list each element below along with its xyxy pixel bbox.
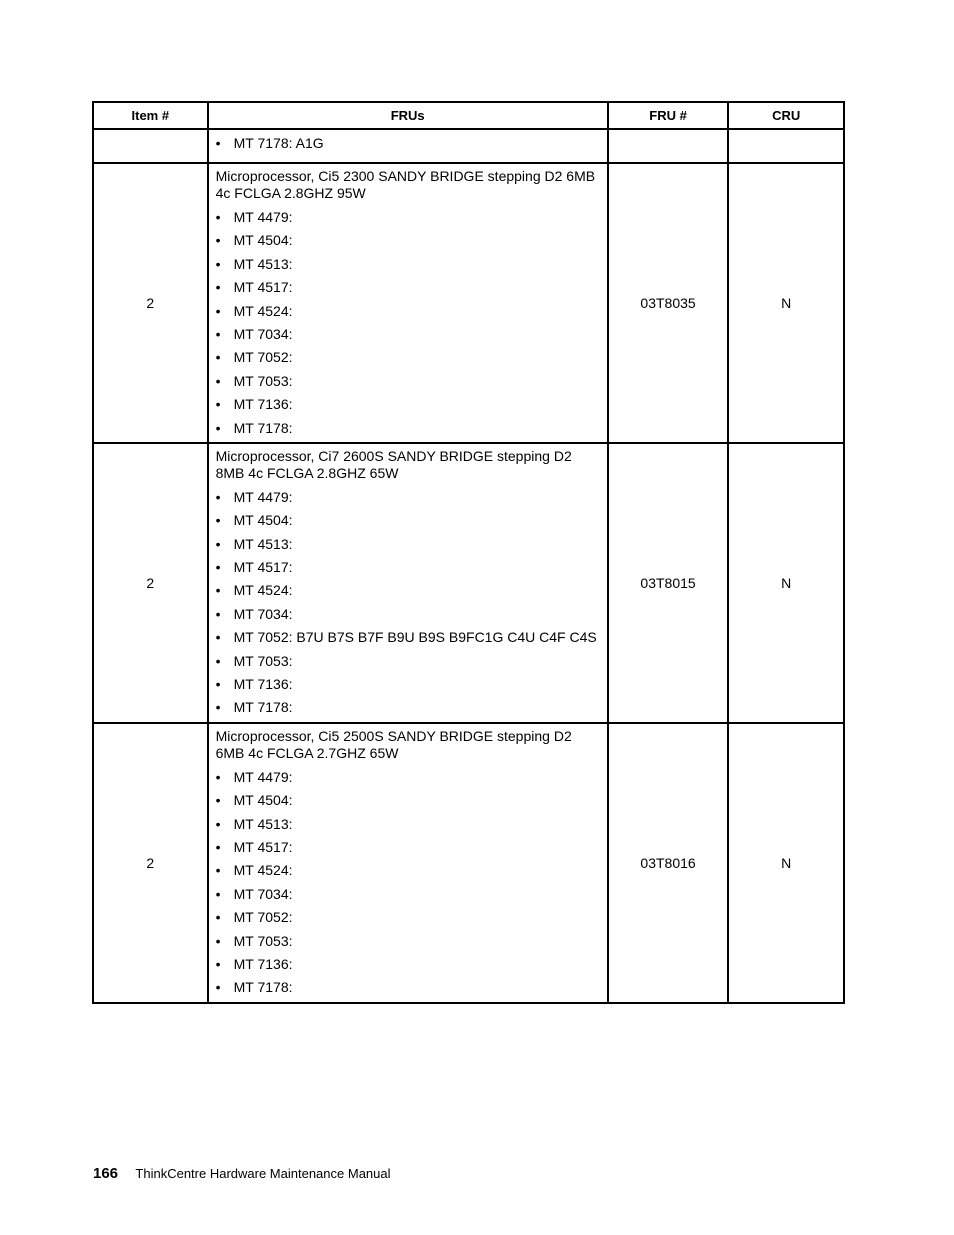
cru-cell: N <box>728 163 844 443</box>
list-item: • MT 7136: <box>216 953 601 976</box>
list-item: • MT 4479: <box>216 486 601 509</box>
fru-number-cell: 03T8016 <box>608 723 729 1003</box>
frus-cell <box>208 443 608 723</box>
list-item: • MT 4513: <box>216 533 601 556</box>
table-row-continuation <box>93 129 844 163</box>
list-item: • MT 7053: <box>216 930 601 953</box>
list-item: • MT 4479: <box>216 766 601 789</box>
list-item: • MT 7178: <box>216 417 601 440</box>
frus-cell <box>208 163 608 443</box>
list-item: • MT 4524: <box>216 300 601 323</box>
item-cell: 2 <box>93 443 208 723</box>
list-item: • MT 7052: <box>216 346 601 369</box>
cru-cell <box>728 129 844 163</box>
item-cell <box>93 129 208 163</box>
fru-table <box>92 101 845 1004</box>
list-item: • MT 7053: <box>216 370 601 393</box>
table-header-row <box>93 102 844 129</box>
list-item: • MT 7052: <box>216 906 601 929</box>
list-item: • MT 4524: <box>216 859 601 882</box>
cru-cell: N <box>728 723 844 1003</box>
list-item: • MT 4517: <box>216 276 601 299</box>
list-item: • MT 4504: <box>216 789 601 812</box>
fru-number-cell <box>608 129 729 163</box>
mt-list <box>216 133 601 153</box>
list-item: • MT 7178: A1G <box>216 133 601 153</box>
header-item: Item # <box>93 102 208 129</box>
list-item: • MT 7136: <box>216 673 601 696</box>
fru-number-cell: 03T8035 <box>608 163 729 443</box>
list-item: • MT 4513: <box>216 813 601 836</box>
item-cell: 2 <box>93 723 208 1003</box>
mt-list <box>216 766 601 1000</box>
list-item: • MT 7034: <box>216 603 601 626</box>
list-item: • MT 4479: <box>216 206 601 229</box>
fru-description: Microprocessor, Ci5 2500S SANDY BRIDGE stepping D2 6MB 4c FCLGA 2.7GHZ 65W <box>215 727 572 761</box>
frus-cell <box>208 723 608 1003</box>
item-cell: 2 <box>93 163 208 443</box>
list-item: • MT 7053: <box>216 650 601 673</box>
table-row <box>93 163 844 443</box>
list-item: • MT 4504: <box>216 509 601 532</box>
list-item: • MT 4504: <box>216 229 601 252</box>
list-item: • MT 4524: <box>216 579 601 602</box>
list-item: • MT 7136: <box>216 393 601 416</box>
frus-cell <box>208 129 608 163</box>
fru-description: Microprocessor, Ci5 2300 SANDY BRIDGE stepping D2 6MB 4c FCLGA 2.8GHZ 95W <box>215 168 596 201</box>
list-item: • MT 7052: B7U B7S B7F B9U B9S B9FC1G C4U C4F C4S <box>216 626 601 649</box>
header-cru: CRU <box>728 102 844 129</box>
manual-title: ThinkCentre Hardware Maintenance Manual <box>135 1166 391 1181</box>
list-item: • MT 4517: <box>216 556 601 579</box>
mt-list <box>216 206 601 440</box>
list-item: • MT 7178: <box>216 976 601 999</box>
page-number: 166 <box>93 1165 119 1182</box>
header-frus: FRUs <box>208 102 608 129</box>
page-footer <box>93 1165 391 1182</box>
cru-cell: N <box>728 443 844 723</box>
list-item: • MT 7034: <box>216 883 601 906</box>
header-fru-number: FRU # <box>608 102 729 129</box>
table-row <box>93 443 844 723</box>
mt-list <box>216 486 601 720</box>
table-row <box>93 723 844 1003</box>
list-item: • MT 4517: <box>216 836 601 859</box>
fru-description: Microprocessor, Ci7 2600S SANDY BRIDGE stepping D2 8MB 4c FCLGA 2.8GHZ 65W <box>215 447 572 481</box>
list-item: • MT 7034: <box>216 323 601 346</box>
list-item: • MT 7178: <box>216 696 601 719</box>
list-item: • MT 4513: <box>216 253 601 276</box>
fru-number-cell: 03T8015 <box>608 443 729 723</box>
